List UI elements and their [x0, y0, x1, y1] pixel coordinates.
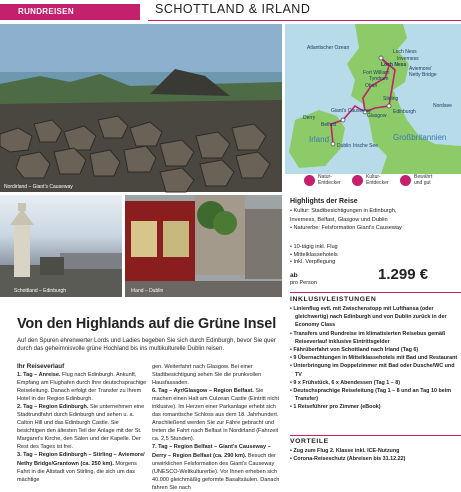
icon-label: Kultur- Entdecker: [366, 174, 389, 186]
map-label: Netty Bridge: [409, 72, 437, 78]
advantages-divider: [290, 435, 461, 436]
price-divider: [290, 292, 461, 293]
map-label: Glasgow: [367, 113, 387, 119]
header-divider: [148, 20, 461, 21]
inclusive-item: • Transfers und Rundreise im klimatisierten Reisebus gemäß Reiseverlauf inklusive Eintrittsgelder: [290, 330, 446, 345]
dublin-illustration: [125, 195, 282, 297]
advantages-title: VORTEILE: [290, 438, 329, 445]
inclusive-item: • 9 x Frühstück, 6 x Abendessen (Tag 1 – 8): [290, 379, 401, 386]
price-amount: 1.299 €: [378, 266, 429, 283]
itinerary-column-2: [152, 363, 283, 492]
map-label: Oban: [365, 83, 378, 89]
map-label: Inverness: [397, 56, 419, 62]
photo-edinburgh: [0, 195, 122, 297]
fact-item: • Inkl. Verpflegung: [290, 259, 336, 266]
inclusive-item: • Linienflug evtl. mit Zwischenstopp mit Lufthansa (oder gleichwertig) nach Edinburgh und von Dublin zurück in der Economy Class: [290, 306, 447, 329]
photo-giants-causeway: [0, 24, 282, 192]
thumbs-up-icon: [400, 175, 411, 186]
article-intro: Auf den Spuren ehrenwerter Lords und Ladies begeben Sie sich durch Edinburgh, bevor Sie quer durch das geheimnisvolle grüne Hochland bis ins multikulturelle Dublin reisen.: [17, 338, 276, 353]
map-label: Dublin: [337, 143, 352, 149]
itinerary-day: 1. Tag – Anreise. Flug nach Edinburgh. Ankunft, Empfang am Flughafen durch Ihre deutschsprachige Reiseleitung. Danach erfolgt der Transfer zu Ihrem Hotel in der Region Edinburgh.: [17, 372, 147, 403]
fact-item: • 10-tägig inkl. Flug: [290, 244, 338, 250]
map-label: Edinburgh: [393, 109, 416, 115]
map-label: Loch Ness: [393, 49, 417, 55]
inclusive-item: • Deutschsprachige Reiseleitung (Tag 1 – 8 und an Tag 10 beim Transfer): [290, 388, 452, 403]
itinerary-day: gen. Weiterfahrt nach Glasgow. Bei einer Stadtbesichtigung sehen Sie die prunkvollen Hausfassaden.: [152, 364, 262, 387]
map-label: Loch Ness: [381, 62, 407, 68]
inclusive-list: [290, 305, 460, 412]
itinerary-day: 3. Tag – Region Edinburgh – Stirling – Aviemore/ Nethy Bridge/Grantown (ca. 250 km). Morgens Fahrt in die Altstadt von Stirling, die sich um das mächtige: [17, 452, 145, 483]
price-per-person: pro Person: [290, 280, 317, 286]
caption-main: Nordirland – Giant's Causeway: [4, 184, 73, 190]
map-label: Belfast: [321, 122, 337, 128]
category-icons: [290, 175, 461, 195]
inclusive-item: • Fährüberfahrt von Schottland nach Irland (Tag 6): [290, 347, 419, 354]
leaf-icon: [304, 175, 315, 186]
inclusive-title: INKLUSIVLEISTUNGEN: [290, 296, 377, 303]
map-label: Irische See: [353, 143, 379, 149]
map-label: Irland: [309, 135, 330, 144]
map-label: Aviemore/: [409, 66, 432, 72]
highlights-list: [290, 207, 460, 233]
inclusive-item: • 1 Reiseführer pro Zimmer (eBook): [290, 404, 381, 411]
highlight-item: • Naturerbe: Felsformation Giant's Causeway: [290, 225, 402, 232]
advantages-list: [290, 447, 460, 463]
highlight-item: • Kultur: Stadtbesichtigungen in Edinburgh,: [290, 208, 397, 214]
map-label: Tyndrum: [369, 76, 389, 82]
map-label: Derry: [303, 115, 316, 121]
fact-item: • Mittelklassehotels: [290, 251, 338, 258]
trip-facts: [290, 244, 370, 267]
map-label: Nordsee: [433, 103, 452, 109]
map-label: Stirling: [383, 96, 399, 102]
causeway-illustration: [0, 24, 282, 192]
itinerary-column-1: [17, 371, 148, 484]
advantage-item: • Zug zum Flug 2. Klasse inkl. ICE-Nutzung: [290, 448, 400, 454]
icon-label: Bewährt und gut: [414, 174, 433, 186]
map-label: Fort William: [363, 70, 390, 76]
map-label: Giant's Causeway: [331, 108, 372, 114]
map-label: Großbritannien: [393, 133, 447, 142]
price-from: ab: [290, 272, 298, 279]
category-tag: RUNDREISEN: [0, 4, 140, 20]
route-map: [285, 24, 461, 174]
highlights-title: Highlights der Reise: [290, 198, 358, 205]
itinerary-title: Ihr Reiseverlauf: [17, 363, 65, 370]
bewaehrt-und-gut: [400, 175, 432, 187]
inclusive-item: • 9 Übernachtungen in Mittelklassehotels mit Bad und Restaurant: [290, 355, 458, 362]
highlight-item: Inverness, Belfast, Glasgow und Dublin: [290, 216, 388, 223]
kultur-entdecker: [352, 175, 389, 187]
caption-dublin: Irland – Dublin: [131, 288, 164, 294]
caption-edinburgh: Schottland – Edinburgh: [14, 288, 66, 294]
itinerary-day: 2. Tag – Region Edinburgh. Sie unternehmen eine Stadtrundfahrt durch Edinburgh und sehen u. a. Calton Hill und das Edinburgh Castle. Sie besichtigen den ältesten Teil der Anlage mit der St. Margaret's Kirche, den Sälen und der Kapelle. Der Rest des Tages ist frei.: [17, 404, 145, 451]
natur-entdecker: [304, 175, 341, 187]
itinerary-day: 7. Tag – Region Belfast – Giant's Causeway – Derry – Region Belfast (ca. 290 km). Besuch der unwirklichen Felsformation des Giant's Causeway (UNESCO-Weltkulturerbe). Vor Ihnen erheben sich 40.000 gleichmäßig geformte Basaltsäulen. Danach fahren Sie nach: [152, 444, 280, 491]
icon-label: Natur- Entdecker: [318, 174, 341, 186]
inclusive-item: • Unterbringung im Doppelzimmer mit Bad oder Dusche/WC und TV: [290, 363, 455, 378]
article-headline: Von den Highlands auf die Grüne Insel: [17, 316, 277, 332]
advantage-item: • Corona-Reiseschutz (Abreisen bis 31.12.22): [290, 456, 406, 463]
itinerary-day: 6. Tag – Ayr/Glasgow – Region Belfast. Sie machen einen Halt am Culzean Castle (Eintritt nicht inklusive). Im Herzen einer Parkanlage erhebt sich das romantische Schloss aus dem 18. Jahrhundert. Anschließend werden Sie zur Fähre gebracht und treten die Fahrt nach Belfast in Nordirland (Fahrzeit ca. 2,5 Stunden).: [152, 388, 280, 443]
edinburgh-illustration: [0, 195, 122, 297]
photo-dublin: [125, 195, 282, 297]
destination-title: SCHOTTLAND & IRLAND: [155, 2, 311, 16]
column-icon: [352, 175, 363, 186]
map-label: Atlantischer Ozean: [307, 45, 350, 51]
